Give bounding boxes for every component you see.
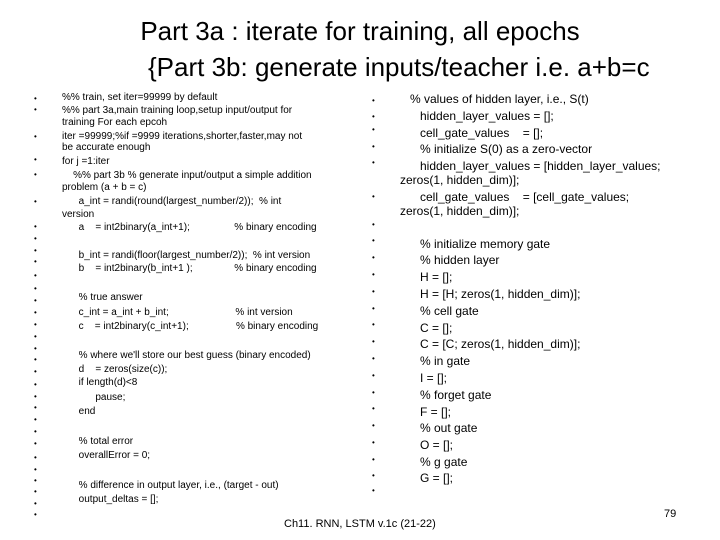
bullet-marker: • [34, 453, 37, 462]
slide-title-line-1: Part 3a : iterate for training, all epochs [140, 16, 580, 46]
page-number: 79 [664, 508, 677, 520]
bullet-marker: • [34, 170, 37, 179]
code-line: output_deltas = []; [62, 494, 159, 505]
code-line: %% part 3a,main training loop,setup input/output for [62, 105, 293, 116]
bullet-marker: • [372, 253, 375, 262]
bullet-marker: • [34, 105, 37, 114]
code-line: %% part 3b % generate input/output a simple addition [62, 170, 312, 181]
code-line: % out gate [400, 421, 478, 435]
bullet-marker: • [34, 271, 37, 280]
code-line: zeros(1, hidden_dim)]; [400, 204, 520, 218]
bullet-marker: • [34, 234, 37, 243]
bullet-marker: • [34, 94, 37, 103]
bullet-marker: • [372, 421, 375, 430]
code-line: C = [C; zeros(1, hidden_dim)]; [400, 337, 581, 351]
bullet-marker: • [34, 367, 37, 376]
bullet-marker: • [372, 404, 375, 413]
code-line: be accurate enough [62, 142, 151, 153]
code-line: %% train, set iter=99999 by default [62, 92, 218, 103]
bullet-marker: • [34, 392, 37, 401]
bullet-marker: • [372, 320, 375, 329]
bullet-marker: • [372, 112, 375, 121]
bullet-marker: • [372, 371, 375, 380]
code-line: % initialize memory gate [400, 237, 551, 251]
bullet-marker: • [372, 438, 375, 447]
bullet-marker: • [34, 320, 37, 329]
code-line: % true answer [62, 292, 143, 303]
code-line: hidden_layer_values = [hidden_layer_values; [400, 159, 661, 173]
code-line: cell_gate_values = []; [400, 126, 544, 140]
bullet-marker: • [372, 486, 375, 495]
code-line: pause; [62, 392, 126, 403]
code-line: % in gate [400, 354, 471, 368]
code-line: a = int2binary(a_int+1); % binary encoding [62, 222, 317, 233]
code-line: b = int2binary(b_int+1 ); % binary encoding [62, 263, 317, 274]
slide-title-line-2: {Part 3b: generate inputs/teacher i.e. a+b=c [148, 52, 650, 82]
code-line: % total error [62, 436, 134, 447]
bullet-marker: • [372, 158, 375, 167]
code-line: O = []; [400, 438, 454, 452]
code-line: I = []; [400, 371, 448, 385]
bullet-marker: • [34, 197, 37, 206]
code-line: % values of hidden layer, i.e., S(t) [400, 92, 589, 106]
bullet-marker: • [34, 427, 37, 436]
bullet-marker: • [34, 487, 37, 496]
bullet-marker: • [34, 308, 37, 317]
code-line: d = zeros(size(c)); [62, 364, 168, 375]
bullet-marker: • [34, 332, 37, 341]
bullet-marker: • [34, 222, 37, 231]
bullet-marker: • [34, 344, 37, 353]
code-line: overallError = 0; [62, 450, 151, 461]
code-line: C = []; [400, 321, 453, 335]
bullet-marker: • [372, 270, 375, 279]
code-line: % cell gate [400, 304, 479, 318]
code-line: % g gate [400, 455, 468, 469]
code-line: H = [H; zeros(1, hidden_dim)]; [400, 287, 581, 301]
code-line: cell_gate_values = [cell_gate_values; [400, 190, 630, 204]
bullet-marker: • [34, 246, 37, 255]
bullet-marker: • [34, 476, 37, 485]
code-line: % hidden layer [400, 253, 500, 267]
code-line: G = []; [400, 471, 454, 485]
bullet-marker: • [372, 304, 375, 313]
code-line: version [62, 209, 95, 220]
bullet-marker: • [34, 403, 37, 412]
code-line: end [62, 406, 96, 417]
bullet-marker: • [34, 415, 37, 424]
code-line: c = int2binary(c_int+1); % binary encoding [62, 321, 319, 332]
bullet-marker: • [372, 337, 375, 346]
bullet-marker: • [372, 125, 375, 134]
bullet-marker: • [34, 155, 37, 164]
code-line: H = []; [400, 270, 453, 284]
code-line: b_int = randi(floor(largest_number/2)); % int version [62, 250, 311, 261]
code-line: % initialize S(0) as a zero-vector [400, 142, 593, 156]
bullet-marker: • [34, 355, 37, 364]
code-line: training For each epcoh [62, 117, 168, 128]
bullet-marker: • [372, 354, 375, 363]
code-line: % difference in output layer, i.e., (target - out) [62, 480, 279, 491]
bullet-marker: • [372, 236, 375, 245]
bullet-marker: • [372, 388, 375, 397]
bullet-marker: • [34, 510, 37, 519]
code-line: hidden_layer_values = []; [400, 109, 554, 123]
bullet-marker: • [372, 220, 375, 229]
bullet-marker: • [34, 465, 37, 474]
bullet-marker: • [34, 257, 37, 266]
bullet-marker: • [34, 132, 37, 141]
bullet-marker: • [372, 192, 375, 201]
bullet-marker: • [372, 471, 375, 480]
code-line: a_int = randi(round(largest_number/2)); % int [62, 196, 282, 207]
code-line: for j =1:iter [62, 156, 110, 167]
code-line: if length(d)<8 [62, 377, 138, 388]
bullet-marker: • [372, 96, 375, 105]
bullet-marker: • [372, 142, 375, 151]
code-line: problem (a + b = c) [62, 182, 147, 193]
code-line: % where we'll store our best guess (binary encoded) [62, 350, 311, 361]
bullet-marker: • [34, 296, 37, 305]
bullet-marker: • [34, 284, 37, 293]
code-line: F = []; [400, 405, 452, 419]
code-line: zeros(1, hidden_dim)]; [400, 173, 520, 187]
bullet-marker: • [372, 455, 375, 464]
bullet-marker: • [34, 499, 37, 508]
bullet-marker: • [372, 287, 375, 296]
code-line: % forget gate [400, 388, 492, 402]
code-line: c_int = a_int + b_int; % int version [62, 307, 293, 318]
bullet-marker: • [34, 439, 37, 448]
bullet-marker: • [34, 380, 37, 389]
code-line: iter =99999;%if =9999 iterations,shorter,faster,may not [62, 131, 303, 142]
footer-text: Ch11. RNN, LSTM v.1c (21-22) [284, 518, 436, 530]
